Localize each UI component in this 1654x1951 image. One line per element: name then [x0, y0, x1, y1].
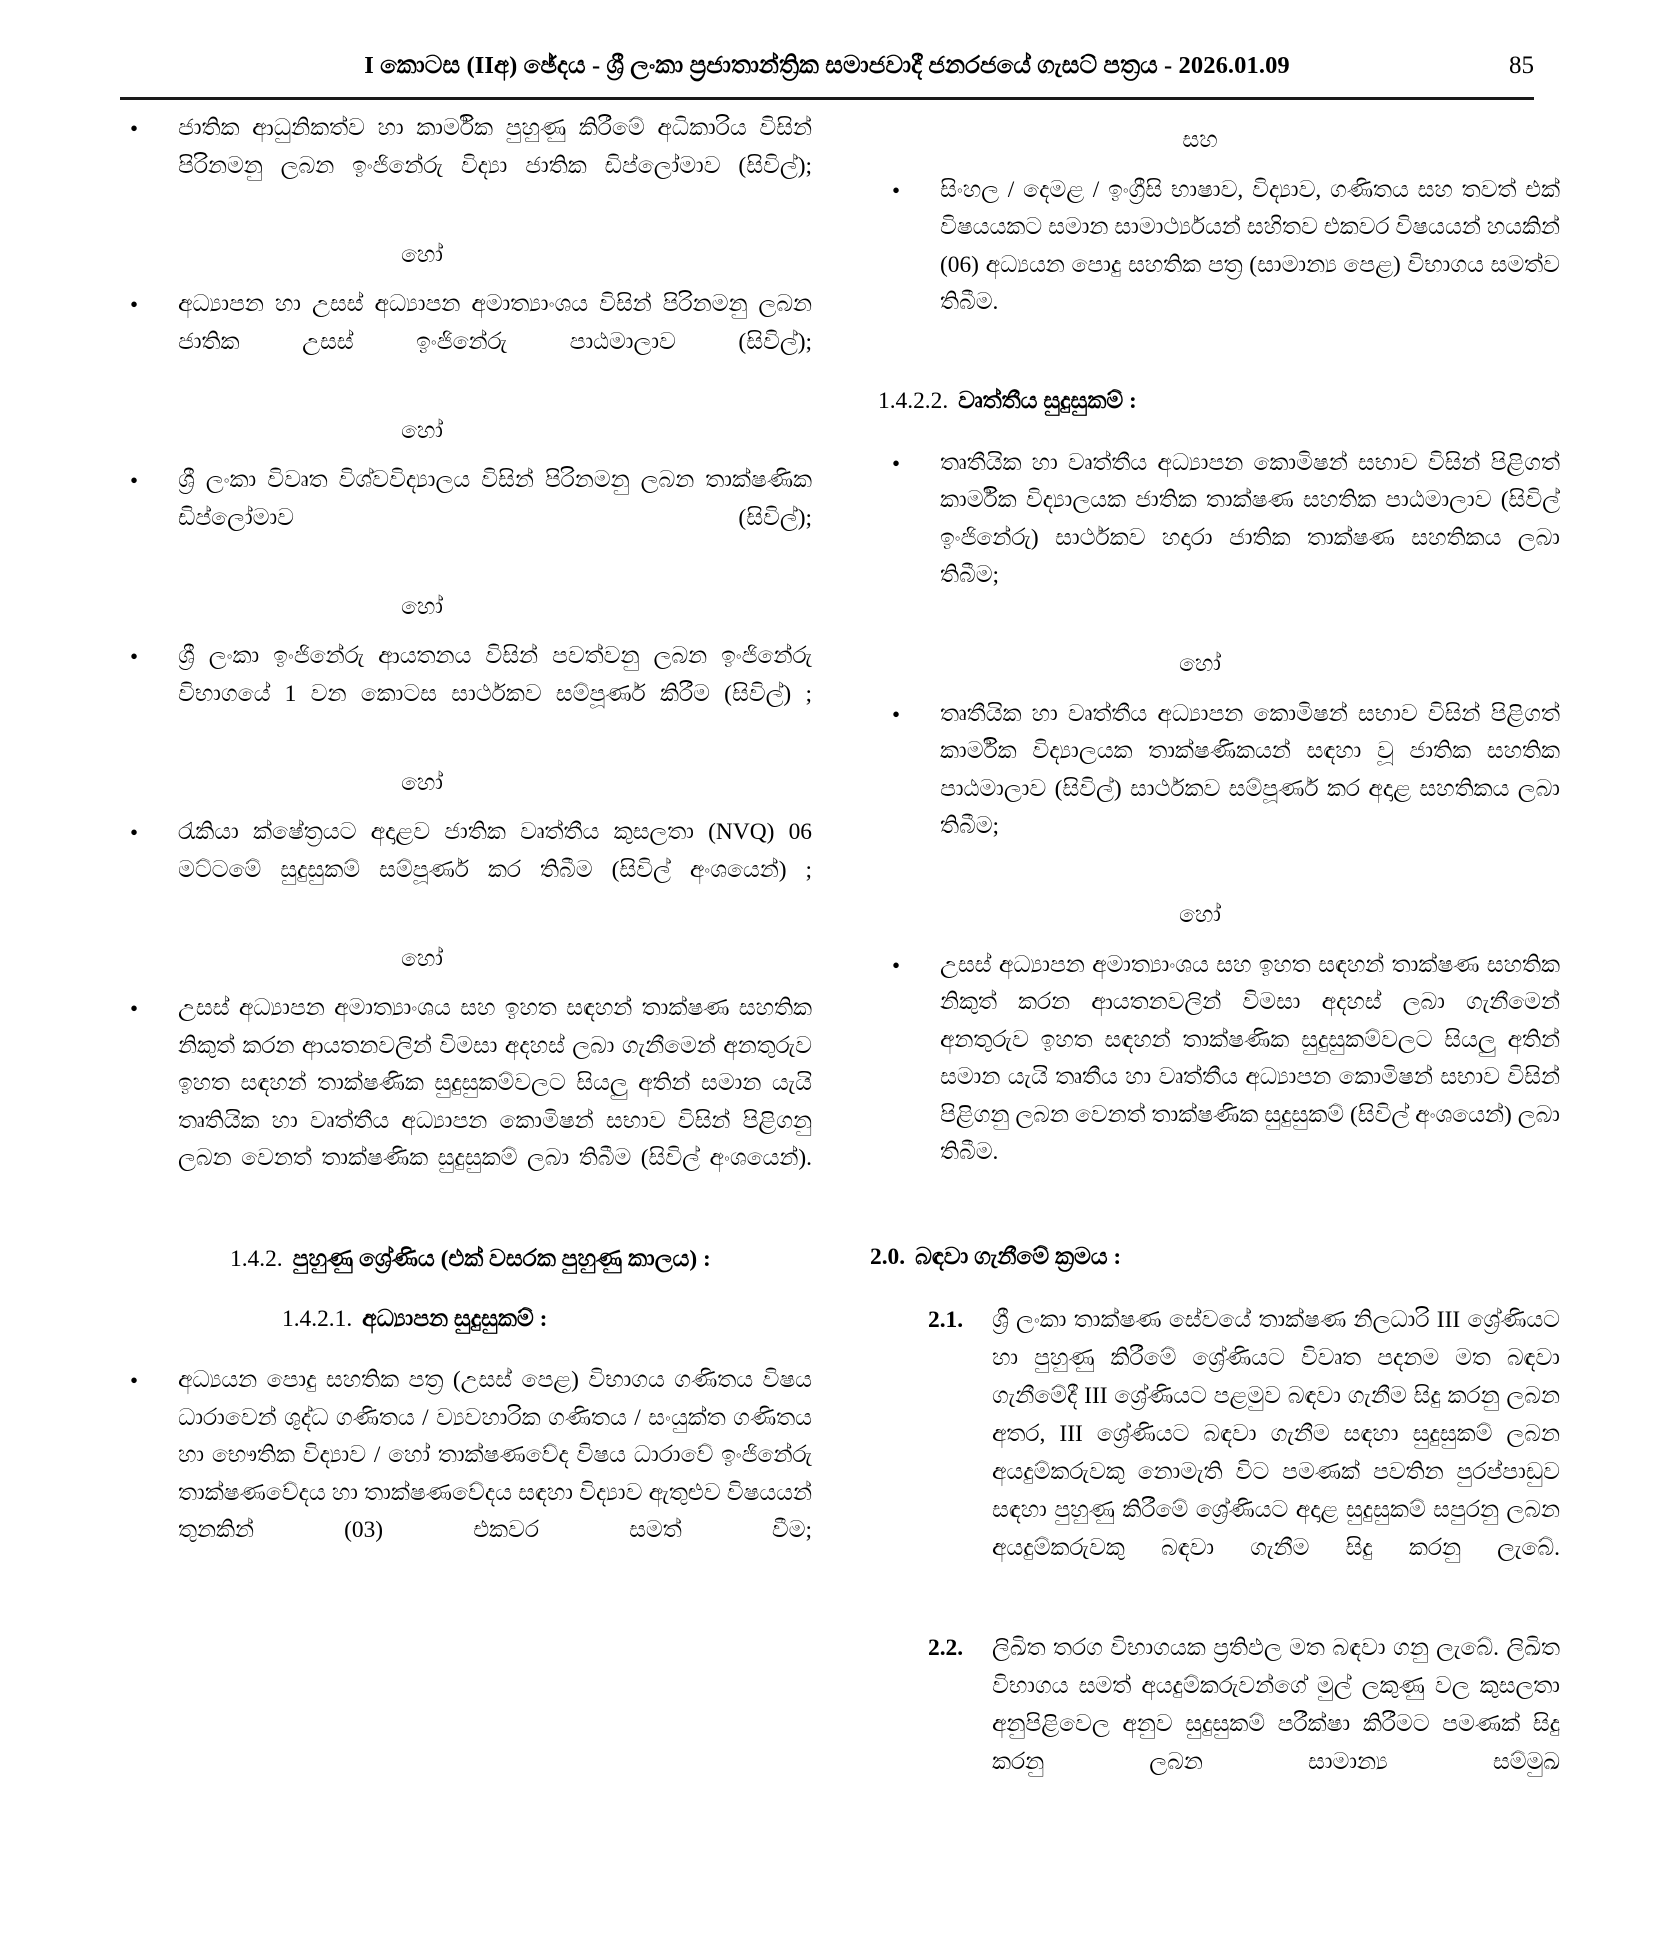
list-item-text: තෘතීයික හා වෘත්තීය අධ්‍යාපන කොමිෂන් සභාව විසින් පිළිගත් කාර්මික විද්‍යාලයක තාක්ෂණිකයන් සඳහා වූ ජාතික සහතික පාඨමාලාව (සිවිල්) සාර්ථකව සම්පූර්ණ කර අදාළ සහතිකය ලබා තිබීම;: [940, 700, 1560, 839]
list-item-text: අධ්‍යයන පොදු සහතික පත්‍ර (උසස් පෙළ) විභාගය ගණිතය විෂය ධාරාවෙන් ශුද්ධ ගණිතය / ව්‍යවහාරික ගණිතය / සංයුක්ත ගණිතය හා භෞතික විද්‍යාව / හෝ තාක්ෂණවේද විෂය ධාරාවේ ඉංජිනේරු තාක්ෂණවේදය හා තාක්ෂණවේදය සඳහා විද්‍යාව ඇතුළුව විෂයයන් තුනකින් (03) එකවර සමත් වීම;: [178, 1367, 812, 1543]
section-title: අධ්‍යාපන සුදුසුකම් :: [362, 1305, 548, 1332]
bullet-icon: •: [130, 116, 139, 141]
clause-2-1: [870, 1301, 1560, 1605]
bullet-icon: •: [130, 468, 139, 493]
section-number: 1.4.2.1.: [282, 1305, 353, 1332]
list-item-text: තෘතීයික හා වෘත්තීය අධ්‍යාපන කොමිෂන් සභාව විසින් පිළිගත් කාර්මික විද්‍යාලයක ජාතික තාක්ෂණ සහතික පාඨමාලාව (සිවිල් ඉංජිනේරු) සාර්ථකව හදාරා ජාතික තාක්ෂණ සහතිකය ලබා තිබීම;: [940, 449, 1560, 588]
clause-2-2: [870, 1629, 1560, 1819]
bullet-icon: •: [130, 996, 139, 1021]
section-number: 1.4.2.: [230, 1246, 283, 1272]
list-item-text: රැකියා ක්ෂේත්‍රයට අදාළව ජාතික වෘත්තීය කුසලතා (NVQ) 06 මට්ටමේ සුදුසුකම් සම්පූර්ණ කර තිබීම (සිවිල් අංශයෙන්) ;: [178, 819, 812, 883]
clause-number: 2.2.: [928, 1634, 964, 1661]
list-item-text: අධ්‍යාපන හා උසස් අධ්‍යාපන අමාත්‍යාංශය විසින් පිරිනමනු ලබන ජාතික උසස් ඉංජිනේරු පාඨමාලාව (සිවිල්);: [178, 291, 812, 355]
clause-number: 2.1.: [928, 1306, 964, 1333]
list-item: [884, 947, 1560, 1210]
header-divider: [120, 97, 1534, 100]
or-separator: හෝ: [400, 593, 444, 620]
section-heading-1-4-2-2: [878, 383, 1560, 421]
list-item-text: ජාතික ආධුනිකත්ව හා කාර්මික පුහුණු කිරීමේ අධිකාරිය විසින් පිරිනමනු ලබන ඉංජිනේරු විද්‍යා ජාතික ඩිප්ලෝමාව (සිවිල්);: [178, 115, 812, 179]
bullet-icon: •: [130, 1368, 139, 1393]
page-number: 85: [1509, 52, 1534, 79]
list-item-text: ශ්‍රී ලංකා විවෘත විශ්වවිද්‍යාලය විසින් පිරිනමනු ලබන තාක්ෂණික ඩිප්ලෝමාව (සිවිල්);: [178, 467, 812, 531]
list-item: [122, 1362, 812, 1587]
bullet-icon: •: [892, 450, 901, 476]
list-item: [122, 638, 812, 751]
clause-text: ලිඛිත තරග විභාගයක ප්‍රතිඵල මත බඳවා ගනු ලැබේ. ලිඛිත විභාගය සමත් අයදුම්කරුවන්ගේ මුල් ලකුණු වල කුසලතා අනුපිළිවෙල අනුව සුදුසුකම් පරීක්ෂා කිරීමට පමණක් සිදු කරනු ලබන සාමාන්‍ය සම්මුඛ: [992, 1634, 1560, 1775]
list-item-text: ශ්‍රී ලංකා ඉංජිනේරු ආයතනය විසින් පවත්වනු ලබන ඉංජිනේරු විභාගයේ 1 වන කොටස සාර්ථකව සම්පූර්ණ කිරීම (සිවිල්) ;: [178, 643, 812, 707]
or-separator: හෝ: [1178, 902, 1222, 928]
or-separator: හෝ: [400, 417, 444, 444]
list-item: [122, 814, 812, 927]
page-header: [120, 52, 1534, 92]
section-heading-1-4-2-1: [282, 1301, 812, 1339]
list-item: [122, 462, 812, 575]
left-column: [122, 108, 812, 1951]
right-column: [870, 108, 1560, 1951]
bullet-icon: •: [130, 820, 139, 845]
list-item: [122, 990, 812, 1215]
bullet-icon: •: [130, 644, 139, 669]
bullet-icon: •: [892, 952, 901, 978]
bullet-icon: •: [892, 177, 901, 203]
page-title: I කොටස (IIඅ) ඡේදය - ශ්‍රී ලංකා ප්‍රජාතාන්ත්‍රික සමාජවාදී ජනරජයේ ගැසට් පත්‍රය - 2026.01.09: [364, 52, 1290, 79]
section-heading-2-0: [870, 1239, 1560, 1277]
bullet-icon: •: [130, 292, 139, 317]
bullet-icon: •: [892, 701, 901, 727]
or-separator: හෝ: [400, 769, 444, 796]
or-separator: හෝ: [400, 945, 444, 972]
list-item-text: උසස් අධ්‍යාපන අමාත්‍යාංශය සහ ඉහත සඳහන් තාක්ෂණ සහතික නිකුත් කරන ආයතනවලින් විමසා අදහස් ලබා ගැනීමෙන් අනතුරුව ඉහත සඳහන් තාක්ෂණික සුදුසුකම්වලට සියලු අතින් සමාන යැයි තෘතීය හා වෘත්තීය අධ්‍යාපන කොමිෂන් සභාව විසින් පිළිගනු ලබන වෙනත් තාක්ෂණික සුදුසුකම් (සිවිල් අංශයෙන්) ලබා තිබීම.: [940, 951, 1560, 1165]
section-number: 1.4.2.2.: [878, 388, 949, 414]
section-number: 2.0.: [870, 1244, 906, 1270]
list-item-text: උසස් අධ්‍යාපන අමාත්‍යාංශය සහ ඉහත සඳහන් තාක්ෂණ සහතික නිකුත් කරන ආයතනවලින් විමසා අදහස් ලබා ගැනීමෙන් අනතුරුව ඉහත සඳහන් තාක්ෂණික සුදුසුකම්වලට සියලු අතින් සමාන යැයි තෘතියික හා වෘත්තීය අධ්‍යාපන කොමිෂන් සභාව විසින් පිළිගනු ලබන වෙනත් තාක්ෂණික සුදුසුකම් ලබා තිබීම (සිවිල් අංශයෙන්).: [178, 995, 812, 1171]
list-item: [122, 286, 812, 399]
section-heading-1-4-2: [230, 1241, 812, 1279]
clause-text: ශ්‍රී ලංකා තාක්ෂණ සේවයේ තාක්ෂණ නිලධාරි III ශ්‍රේණියට හා පුහුණු කිරීමේ ශ්‍රේණියට විවෘත පදනම මත බඳවා ගැනීමේදී III ශ්‍රේණියට පළමුව බඳවා ගැනීම සිදු කරනු ලබන අතර, III ශ්‍රේණියට බඳවා ගැනීම සඳහා සුදුසුකම් ලබන අයදුම්කරුවකු නොමැති විට පමණක් පවතින පුරප්පාඩුව සඳහා පුහුණු කිරීමේ ශ්‍රේණියට අදාළ සුදුසුකම් සපුරනු ලබන අයදුම්කරුවකු බඳවා ගැනීම සිදු කරනු ලැබේ.: [992, 1306, 1560, 1561]
body-columns: [0, 108, 1654, 1951]
and-separator: සහ: [1182, 127, 1218, 153]
or-separator: හෝ: [1178, 651, 1222, 677]
list-item: [122, 110, 812, 223]
section-title: වෘත්තීය සුදුසුකම් :: [958, 388, 1137, 414]
list-item: [884, 172, 1560, 360]
section-title: බඳවා ගැනීමේ ක්‍රමය :: [915, 1244, 1122, 1270]
list-item: [884, 445, 1560, 633]
section-title: පුහුණු ශ්‍රේණිය (එක් වසරක පුහුණු කාලය) :: [292, 1246, 711, 1272]
list-item-text: සිංහල / දෙමළ / ඉංග්‍රීසි භාෂාව, විද්‍යාව, ගණිතය සහ තවත් එක් විෂයයකට සමාන සාමාර්ථ්‍යයන් සහිතව එකවර විෂයයන් හයකින් (06) අධ්‍යයන පොදු සහතික පත්‍ර (සාමාන්‍ය පෙළ) විභාගය සමත්ව තිබීම.: [940, 176, 1560, 315]
or-separator: හෝ: [400, 241, 444, 268]
list-item: [884, 696, 1560, 884]
